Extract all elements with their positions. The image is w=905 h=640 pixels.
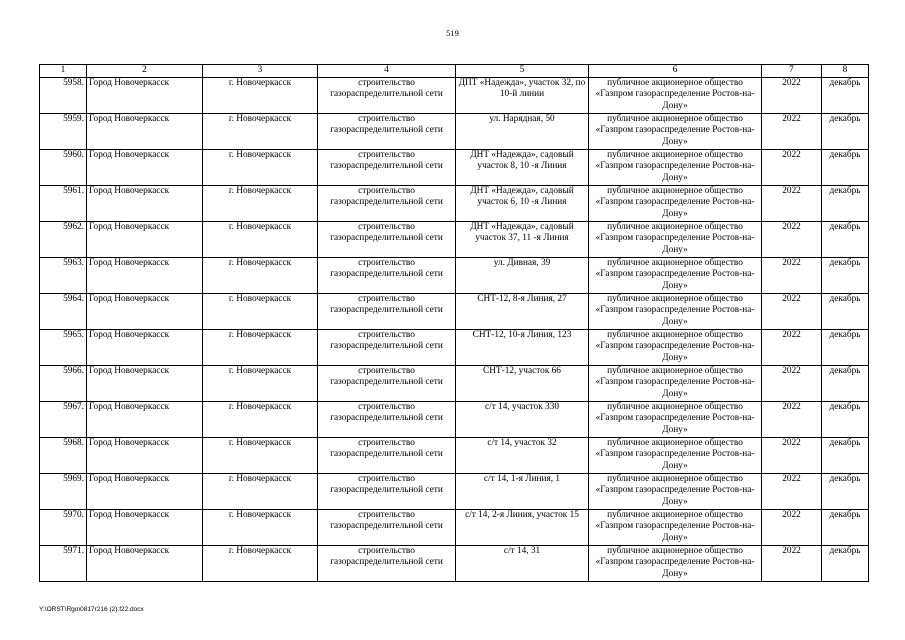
- year-cell: 2022: [762, 438, 822, 474]
- table-row: [40, 186, 869, 222]
- column-header: 6: [589, 65, 762, 78]
- organization-cell: публичное акционерное общество «Газпром газораспределение Ростов-на-Дону»: [589, 258, 762, 294]
- settlement-cell: г. Новочеркасск: [203, 438, 318, 474]
- organization-cell: публичное акционерное общество «Газпром газораспределение Ростов-на-Дону»: [589, 294, 762, 330]
- row-number: 5963.: [40, 258, 87, 294]
- organization-cell: публичное акционерное общество «Газпром газораспределение Ростов-на-Дону»: [589, 114, 762, 150]
- work-type-cell: строительство газораспределительной сети: [318, 510, 456, 546]
- municipality-cell: Город Новочеркасск: [87, 78, 203, 114]
- address-cell: СНТ-12, 10-я Линия, 123: [456, 330, 589, 366]
- work-type-cell: строительство газораспределительной сети: [318, 402, 456, 438]
- organization-cell: публичное акционерное общество «Газпром газораспределение Ростов-на-Дону»: [589, 222, 762, 258]
- month-cell: декабрь: [822, 438, 869, 474]
- year-cell: 2022: [762, 474, 822, 510]
- work-type-cell: строительство газораспределительной сети: [318, 258, 456, 294]
- year-cell: 2022: [762, 150, 822, 186]
- address-cell: с/т 14, 1-я Линия, 1: [456, 474, 589, 510]
- column-header: 4: [318, 65, 456, 78]
- month-cell: декабрь: [822, 258, 869, 294]
- organization-cell: публичное акционерное общество «Газпром газораспределение Ростов-на-Дону»: [589, 186, 762, 222]
- table-row: [40, 78, 869, 114]
- municipality-cell: Город Новочеркасск: [87, 546, 203, 582]
- address-cell: с/т 14, 31: [456, 546, 589, 582]
- address-cell: ДПТ «Надежда», участок 32, по 10-й линии: [456, 78, 589, 114]
- row-number: 5958.: [40, 78, 87, 114]
- month-cell: декабрь: [822, 186, 869, 222]
- year-cell: 2022: [762, 330, 822, 366]
- municipality-cell: Город Новочеркасск: [87, 186, 203, 222]
- row-number: 5970.: [40, 510, 87, 546]
- month-cell: декабрь: [822, 294, 869, 330]
- month-cell: декабрь: [822, 222, 869, 258]
- month-cell: декабрь: [822, 474, 869, 510]
- address-cell: ДНТ «Надежда», садовый участок 8, 10 -я Линия: [456, 150, 589, 186]
- column-header: 5: [456, 65, 589, 78]
- municipality-cell: Город Новочеркасск: [87, 114, 203, 150]
- data-table: [39, 64, 869, 582]
- municipality-cell: Город Новочеркасск: [87, 150, 203, 186]
- address-cell: с/т 14, 2-я Линия, участок 15: [456, 510, 589, 546]
- work-type-cell: строительство газораспределительной сети: [318, 294, 456, 330]
- month-cell: декабрь: [822, 114, 869, 150]
- row-number: 5964.: [40, 294, 87, 330]
- settlement-cell: г. Новочеркасск: [203, 78, 318, 114]
- municipality-cell: Город Новочеркасск: [87, 474, 203, 510]
- row-number: 5968.: [40, 438, 87, 474]
- work-type-cell: строительство газораспределительной сети: [318, 474, 456, 510]
- year-cell: 2022: [762, 546, 822, 582]
- row-number: 5959.: [40, 114, 87, 150]
- settlement-cell: г. Новочеркасск: [203, 258, 318, 294]
- work-type-cell: строительство газораспределительной сети: [318, 330, 456, 366]
- row-number: 5960.: [40, 150, 87, 186]
- file-path-footer: Y:\ORST\Rgo\0817r216 (2).f22.docx: [39, 606, 144, 613]
- municipality-cell: Город Новочеркасск: [87, 402, 203, 438]
- settlement-cell: г. Новочеркасск: [203, 294, 318, 330]
- table-row: [40, 294, 869, 330]
- organization-cell: публичное акционерное общество «Газпром газораспределение Ростов-на-Дону»: [589, 438, 762, 474]
- column-header: 2: [87, 65, 203, 78]
- row-number: 5969.: [40, 474, 87, 510]
- row-number: 5965.: [40, 330, 87, 366]
- work-type-cell: строительство газораспределительной сети: [318, 366, 456, 402]
- table-row: [40, 222, 869, 258]
- month-cell: декабрь: [822, 366, 869, 402]
- column-header: 7: [762, 65, 822, 78]
- address-cell: ДНТ «Надежда», садовый участок 37, 11 -я Линия: [456, 222, 589, 258]
- municipality-cell: Город Новочеркасск: [87, 438, 203, 474]
- year-cell: 2022: [762, 186, 822, 222]
- row-number: 5961.: [40, 186, 87, 222]
- address-cell: ул. Дивная, 39: [456, 258, 589, 294]
- year-cell: 2022: [762, 510, 822, 546]
- row-number: 5971.: [40, 546, 87, 582]
- work-type-cell: строительство газораспределительной сети: [318, 438, 456, 474]
- settlement-cell: г. Новочеркасск: [203, 546, 318, 582]
- row-number: 5966.: [40, 366, 87, 402]
- month-cell: декабрь: [822, 402, 869, 438]
- organization-cell: публичное акционерное общество «Газпром газораспределение Ростов-на-Дону»: [589, 150, 762, 186]
- address-cell: с/т 14, участок 330: [456, 402, 589, 438]
- month-cell: декабрь: [822, 510, 869, 546]
- table-header-row: [40, 65, 869, 78]
- page-number: 519: [446, 28, 459, 38]
- organization-cell: публичное акционерное общество «Газпром газораспределение Ростов-на-Дону»: [589, 402, 762, 438]
- row-number: 5967.: [40, 402, 87, 438]
- month-cell: декабрь: [822, 150, 869, 186]
- year-cell: 2022: [762, 114, 822, 150]
- settlement-cell: г. Новочеркасск: [203, 150, 318, 186]
- table-row: [40, 258, 869, 294]
- year-cell: 2022: [762, 258, 822, 294]
- settlement-cell: г. Новочеркасск: [203, 222, 318, 258]
- month-cell: декабрь: [822, 78, 869, 114]
- organization-cell: публичное акционерное общество «Газпром газораспределение Ростов-на-Дону»: [589, 510, 762, 546]
- municipality-cell: Город Новочеркасск: [87, 258, 203, 294]
- municipality-cell: Город Новочеркасск: [87, 330, 203, 366]
- year-cell: 2022: [762, 366, 822, 402]
- work-type-cell: строительство газораспределительной сети: [318, 186, 456, 222]
- work-type-cell: строительство газораспределительной сети: [318, 114, 456, 150]
- settlement-cell: г. Новочеркасск: [203, 330, 318, 366]
- organization-cell: публичное акционерное общество «Газпром газораспределение Ростов-на-Дону»: [589, 546, 762, 582]
- work-type-cell: строительство газораспределительной сети: [318, 150, 456, 186]
- settlement-cell: г. Новочеркасск: [203, 474, 318, 510]
- settlement-cell: г. Новочеркасск: [203, 510, 318, 546]
- address-cell: ул. Нарядная, 50: [456, 114, 589, 150]
- organization-cell: публичное акционерное общество «Газпром газораспределение Ростов-на-Дону»: [589, 474, 762, 510]
- municipality-cell: Город Новочеркасск: [87, 294, 203, 330]
- column-header: 1: [40, 65, 87, 78]
- year-cell: 2022: [762, 78, 822, 114]
- work-type-cell: строительство газораспределительной сети: [318, 78, 456, 114]
- settlement-cell: г. Новочеркасск: [203, 366, 318, 402]
- settlement-cell: г. Новочеркасск: [203, 186, 318, 222]
- column-header: 8: [822, 65, 869, 78]
- address-cell: СНТ-12, участок 66: [456, 366, 589, 402]
- month-cell: декабрь: [822, 546, 869, 582]
- settlement-cell: г. Новочеркасск: [203, 402, 318, 438]
- organization-cell: публичное акционерное общество «Газпром газораспределение Ростов-на-Дону»: [589, 330, 762, 366]
- work-type-cell: строительство газораспределительной сети: [318, 222, 456, 258]
- table-row: [40, 330, 869, 366]
- municipality-cell: Город Новочеркасск: [87, 366, 203, 402]
- column-header: 3: [203, 65, 318, 78]
- address-cell: с/т 14, участок 32: [456, 438, 589, 474]
- year-cell: 2022: [762, 402, 822, 438]
- table-row: [40, 402, 869, 438]
- table-row: [40, 510, 869, 546]
- work-type-cell: строительство газораспределительной сети: [318, 546, 456, 582]
- address-cell: СНТ-12, 8-я Линия, 27: [456, 294, 589, 330]
- month-cell: декабрь: [822, 330, 869, 366]
- year-cell: 2022: [762, 294, 822, 330]
- organization-cell: публичное акционерное общество «Газпром газораспределение Ростов-на-Дону»: [589, 78, 762, 114]
- table-row: [40, 474, 869, 510]
- settlement-cell: г. Новочеркасск: [203, 114, 318, 150]
- row-number: 5962.: [40, 222, 87, 258]
- table-row: [40, 114, 869, 150]
- table-row: [40, 366, 869, 402]
- year-cell: 2022: [762, 222, 822, 258]
- table-row: [40, 438, 869, 474]
- municipality-cell: Город Новочеркасск: [87, 510, 203, 546]
- table-row: [40, 150, 869, 186]
- table-row: [40, 546, 869, 582]
- organization-cell: публичное акционерное общество «Газпром газораспределение Ростов-на-Дону»: [589, 366, 762, 402]
- address-cell: ДНТ «Надежда», садовый участок 6, 10 -я Линия: [456, 186, 589, 222]
- municipality-cell: Город Новочеркасск: [87, 222, 203, 258]
